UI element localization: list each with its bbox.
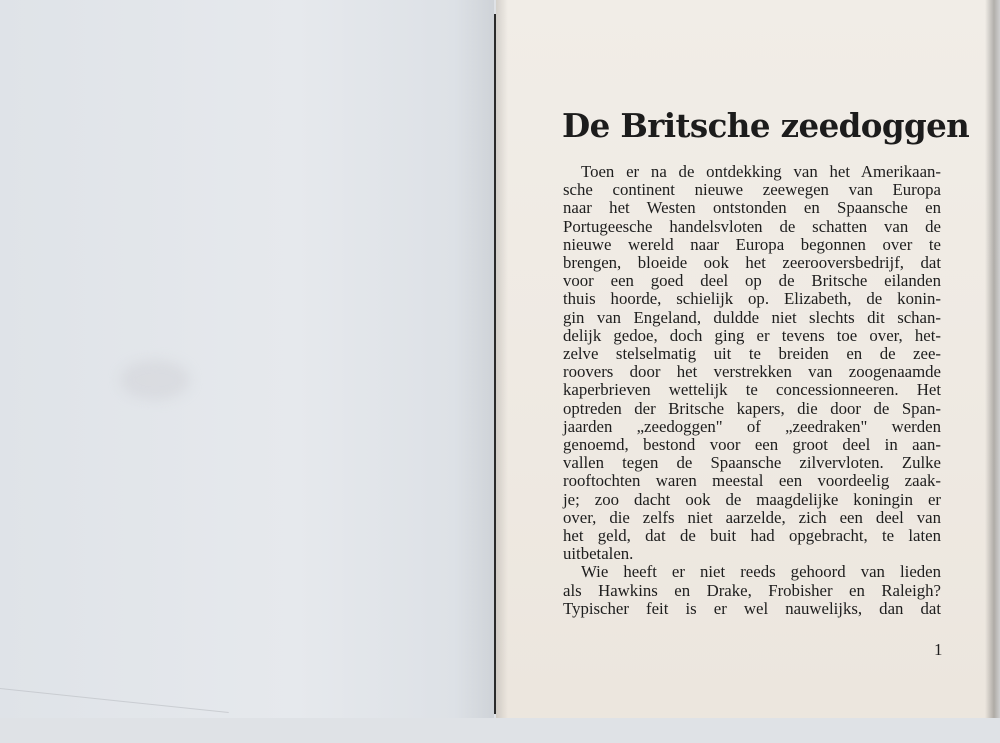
text-line: voor een goed deel op de Britsche eilanden bbox=[563, 271, 941, 291]
text-line: rooftochten waren meestal een voordeelig zaak- bbox=[563, 471, 941, 491]
text-line: uitbetalen. bbox=[563, 544, 634, 564]
text-line: Portugeesche handelsvloten de schatten van de bbox=[563, 216, 941, 236]
text-line: Wie heeft er niet reeds gehoord van lieden bbox=[581, 562, 941, 582]
text-line: vallen tegen de Spaansche zilvervloten. Zulke bbox=[563, 453, 941, 473]
text-line: Toen er na de ontdekking van het Amerikaan- bbox=[581, 162, 941, 181]
text-line: roovers door het verstrekken van zoogenaamde bbox=[563, 362, 941, 382]
left-page-blank bbox=[0, 0, 494, 718]
text-line: thuis hoorde, schielijk op. Elizabeth, de konin- bbox=[563, 289, 941, 309]
text-line: als Hawkins en Drake, Frobisher en Raleigh? bbox=[563, 580, 941, 600]
paper-crease bbox=[0, 688, 229, 743]
text-line: naar het Westen ontstonden en Spaansche en bbox=[563, 198, 941, 218]
chapter-title: De Britsche zeedoggen bbox=[562, 106, 970, 145]
page-number: 1 bbox=[934, 640, 943, 659]
text-line: over, die zelfs niet aarzelde, zich een deel van bbox=[563, 507, 941, 527]
text-line: optreden der Britsche kapers, die door de Span- bbox=[563, 398, 941, 418]
text-line: genoemd, bestond voor een groot deel in aan- bbox=[563, 435, 941, 455]
text-line: Typischer feit is er wel nauwelijks, dan dat bbox=[563, 598, 941, 618]
text-line: het geld, dat de buit had opgebracht, te laten bbox=[563, 526, 941, 546]
text-line: je; zoo dacht ook de maagdelijke koningin er bbox=[563, 489, 941, 509]
page-edge bbox=[985, 0, 1000, 718]
text-line: zelve stelselmatig uit te breiden en de zee- bbox=[563, 344, 941, 364]
gutter-shadow bbox=[496, 0, 508, 718]
text-line: sche continent nieuwe zeewegen van Europa bbox=[563, 180, 941, 200]
text-line: brengen, bloeide ook het zeerooversbedrijf, dat bbox=[563, 253, 941, 273]
text-line: nieuwe wereld naar Europa begonnen over te bbox=[563, 234, 941, 254]
text-line: delijk gedoe, doch ging er tevens toe over, het- bbox=[563, 325, 941, 345]
text-line: gin van Engeland, duldde niet slechts dit schan- bbox=[563, 307, 941, 327]
paper-stain bbox=[120, 360, 190, 400]
text-line: jaarden „zeedoggen" of „zeedraken" werden bbox=[563, 416, 941, 436]
body-text bbox=[563, 163, 941, 618]
text-line: kaperbrieven wettelijk te concessionneeren. Het bbox=[563, 380, 941, 400]
